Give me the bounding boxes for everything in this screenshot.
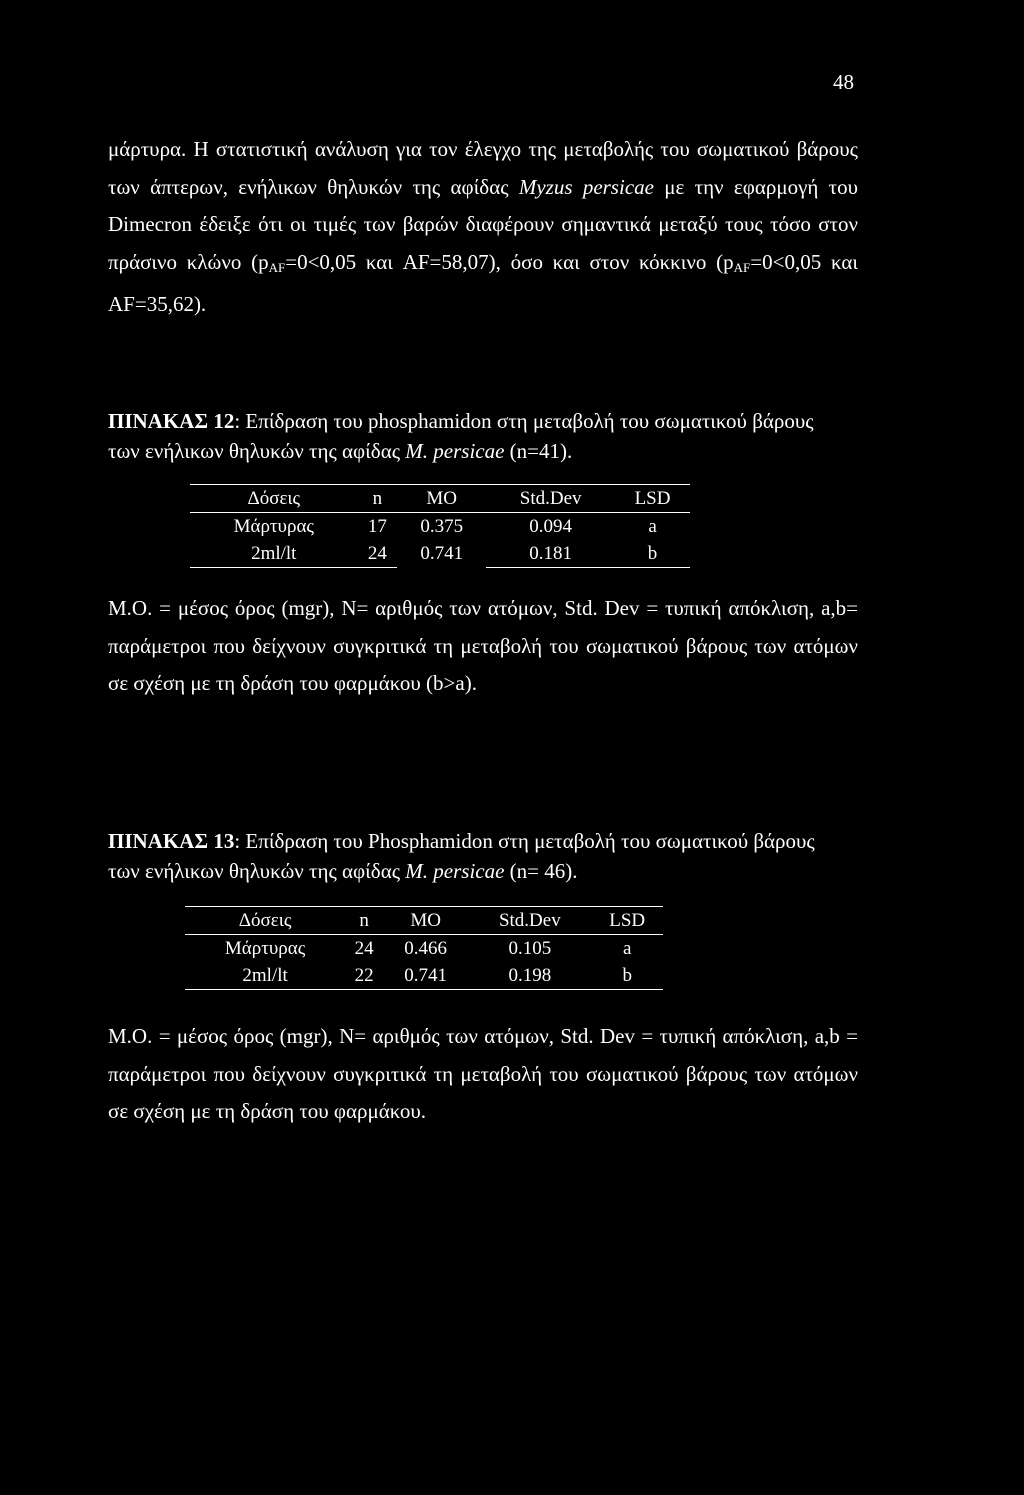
table13 bbox=[185, 906, 663, 990]
intro-line-5: AF=35,62). bbox=[108, 292, 207, 316]
table-cell: 17 bbox=[367, 515, 387, 537]
table-cell: 0.094 bbox=[529, 515, 573, 537]
table-header-row bbox=[190, 485, 690, 513]
table-cell: 0.466 bbox=[404, 937, 448, 959]
table-row bbox=[185, 935, 663, 963]
col-header: Δόσεις bbox=[190, 485, 358, 513]
table-cell: Μάρτυρας bbox=[233, 515, 314, 537]
col-header: LSD bbox=[615, 485, 690, 513]
table-row bbox=[190, 513, 690, 541]
table12-label: ΠΙΝΑΚΑΣ 12 bbox=[108, 409, 235, 433]
table-cell: 0.181 bbox=[486, 540, 615, 568]
table-cell: a bbox=[648, 515, 657, 537]
table-cell: 0.375 bbox=[420, 515, 464, 537]
note-line: παράμετροι που δείχνουν συγκριτικά τη μεταβολή του σωματικού βάρους των ατόμων bbox=[108, 1061, 858, 1086]
table-cell: 22 bbox=[345, 962, 383, 990]
note-line: παράμετροι που δείχνουν συγκριτικά τη μεταβολή του σωματικού βάρους των ατόμων bbox=[108, 633, 858, 658]
table12-note bbox=[108, 590, 858, 703]
col-header: MO bbox=[383, 907, 468, 935]
note-line: M.O. = μέσος όρος (mgr), N= αριθμός των ατόμων, Std. Dev = τυπική απόκλιση, a,b= bbox=[108, 596, 858, 620]
col-header: Std.Dev bbox=[486, 485, 615, 513]
intro-line-1: μάρτυρα. Η στατιστική ανάλυση για τον έλεγχο της μεταβολής του σωματικού βάρους bbox=[108, 137, 858, 161]
table-cell: 0.105 bbox=[508, 937, 552, 959]
col-header: LSD bbox=[591, 907, 663, 935]
table13-species: M. persicae bbox=[405, 859, 505, 883]
table-cell: 2ml/lt bbox=[190, 540, 358, 568]
intro-paragraph bbox=[108, 131, 858, 324]
note-line: σε σχέση με τη δράση του φαρμάκου. bbox=[108, 1099, 427, 1123]
col-header: Δόσεις bbox=[185, 907, 345, 935]
col-header: n bbox=[345, 907, 383, 935]
table-cell: 0.198 bbox=[468, 962, 591, 990]
table13-note bbox=[108, 1018, 858, 1131]
table-row bbox=[185, 962, 663, 990]
table-cell: 0.741 bbox=[420, 542, 464, 564]
table-cell: 24 bbox=[354, 937, 374, 959]
table-cell: b bbox=[615, 540, 690, 568]
col-header: MO bbox=[397, 485, 486, 513]
col-header: n bbox=[358, 485, 398, 513]
table12-caption: ΠΙΝΑΚΑΣ 12: Επίδραση του phosphamidon στη μεταβολή του σωματικού βάρους των ενήλικων θηλυκών της αφίδας M. persicae (n=41). bbox=[108, 409, 814, 463]
species-name: Myzus persicae bbox=[518, 174, 654, 199]
table-header-row bbox=[185, 907, 663, 935]
table-cell: b bbox=[591, 962, 663, 990]
intro-line-3: Dimecron έδειξε ότι οι τιμές των βαρών διαφέρουν σημαντικά μεταξύ τους τόσο στον bbox=[108, 212, 858, 236]
table-row bbox=[190, 540, 690, 568]
table-cell: 24 bbox=[358, 540, 398, 568]
table13-label: ΠΙΝΑΚΑΣ 13 bbox=[108, 829, 235, 853]
table12 bbox=[190, 484, 690, 568]
intro-line-4: πράσινο κλώνο ($p_{AF}=0<0,05$ και AF=58,07), όσο και στον κόκκινο ($p_{AF}=0<0,05$ και bbox=[108, 249, 858, 275]
table12-species: M. persicae bbox=[405, 439, 505, 463]
page-number: 48 bbox=[833, 70, 854, 94]
note-line: M.O. = μέσος όρος (mgr), N= αριθμός των ατόμων, Std. Dev = τυπική απόκλιση, a,b = bbox=[108, 1024, 858, 1048]
note-line: σε σχέση με τη δράση του φαρμάκου (b>a). bbox=[108, 671, 477, 695]
table13-caption: ΠΙΝΑΚΑΣ 13: Επίδραση του Phosphamidon στη μεταβολή του σωματικού βάρους των ενήλικων θηλυκών της αφίδας M. persicae (n= 46). bbox=[108, 829, 815, 883]
intro-line-2: των άπτερων, ενήλικων θηλυκών της αφίδας Myzus persicae με την εφαρμογή του bbox=[108, 174, 859, 199]
col-header: Std.Dev bbox=[468, 907, 591, 935]
table-cell: a bbox=[622, 937, 632, 959]
table-cell: 0.741 bbox=[383, 962, 468, 990]
table-cell: 2ml/lt bbox=[185, 962, 345, 990]
table-cell: Μάρτυρας bbox=[224, 937, 306, 959]
